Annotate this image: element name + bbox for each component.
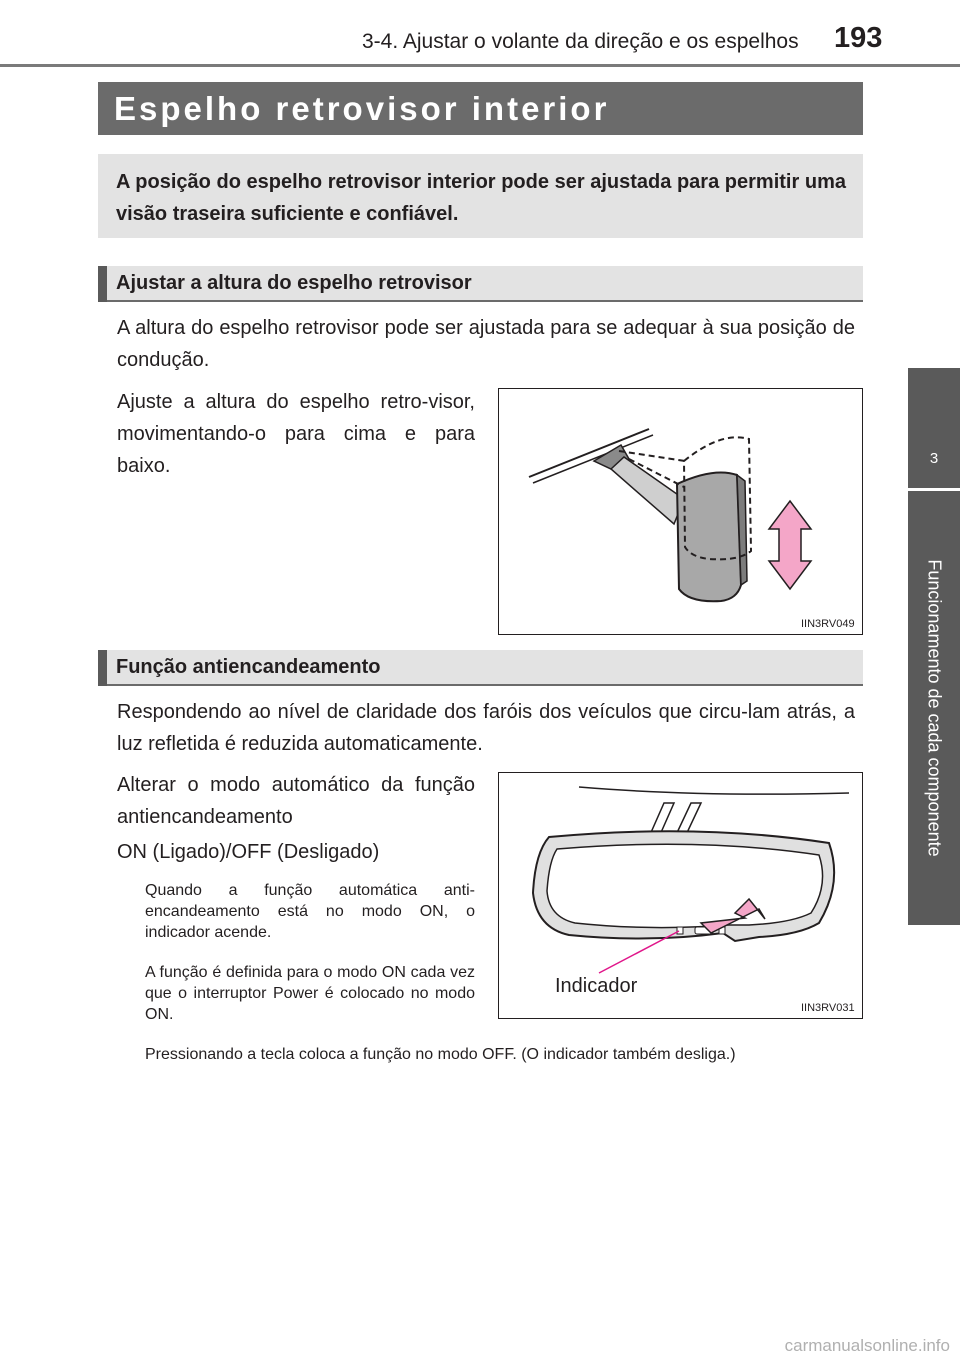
indicator-label: Indicador (555, 975, 638, 997)
watermark: carmanualsonline.info (784, 1336, 950, 1355)
section-heading-antiglare (98, 650, 863, 686)
antiglare-note-2: A função é definida para o modo ON cada vez que o interruptor Power é colocado no modo ON. (145, 964, 475, 1023)
height-paragraph-2: Ajuste a altura do espelho retro-visor, movimentando-o para cima e para baixo. (117, 391, 475, 477)
intro-text: A posição do espelho retrovisor interior pode ser ajustada para permitir uma visão traseira suficiente e confiável. (116, 171, 846, 225)
chapter-title: Funcionamento de cada componente (924, 559, 945, 857)
heading-bar (98, 266, 107, 302)
heading-bar (98, 650, 107, 686)
chapter-tab (908, 368, 960, 488)
page-number: 193 (834, 22, 883, 54)
antiglare-mirror-illustration (499, 773, 861, 1017)
running-header: 3-4. Ajustar o volante da direção e os espelhos (362, 30, 799, 53)
figure-code: IIN3RV031 (801, 1002, 855, 1014)
header-divider (0, 64, 960, 67)
height-paragraph-1: A altura do espelho retrovisor pode ser ajustada para se adequar à sua posição de condução. (117, 317, 855, 371)
main-title: Espelho retrovisor interior (114, 90, 610, 127)
section-heading-height-text: Ajustar a altura do espelho retrovisor (116, 272, 472, 294)
antiglare-note-3: Pressionando a tecla coloca a função no modo OFF. (O indicador também desliga.) (145, 1046, 736, 1063)
section-heading-height (98, 266, 863, 302)
antiglare-note-1: Quando a função automática anti-encandeamento está no modo ON, o indicador acende. (145, 882, 475, 941)
mirror-height-illustration (499, 389, 861, 633)
section-heading-antiglare-text: Função antiencandeamento (116, 656, 381, 678)
antiglare-paragraph-3: ON (Ligado)/OFF (Desligado) (117, 841, 380, 863)
chapter-title-tab (908, 491, 960, 925)
main-title-bar (98, 82, 863, 135)
intro-box (98, 154, 863, 238)
antiglare-paragraph-2: Alterar o modo automático da função antiencandeamento (117, 774, 475, 828)
mirror-height-figure (498, 388, 863, 635)
chapter-number: 3 (929, 450, 939, 467)
antiglare-mirror-figure (498, 772, 863, 1019)
figure-code: IIN3RV049 (801, 618, 855, 630)
antiglare-paragraph-1: Respondendo ao nível de claridade dos faróis dos veículos que circu-lam atrás, a luz refletida é reduzida automaticamente. (117, 701, 855, 755)
